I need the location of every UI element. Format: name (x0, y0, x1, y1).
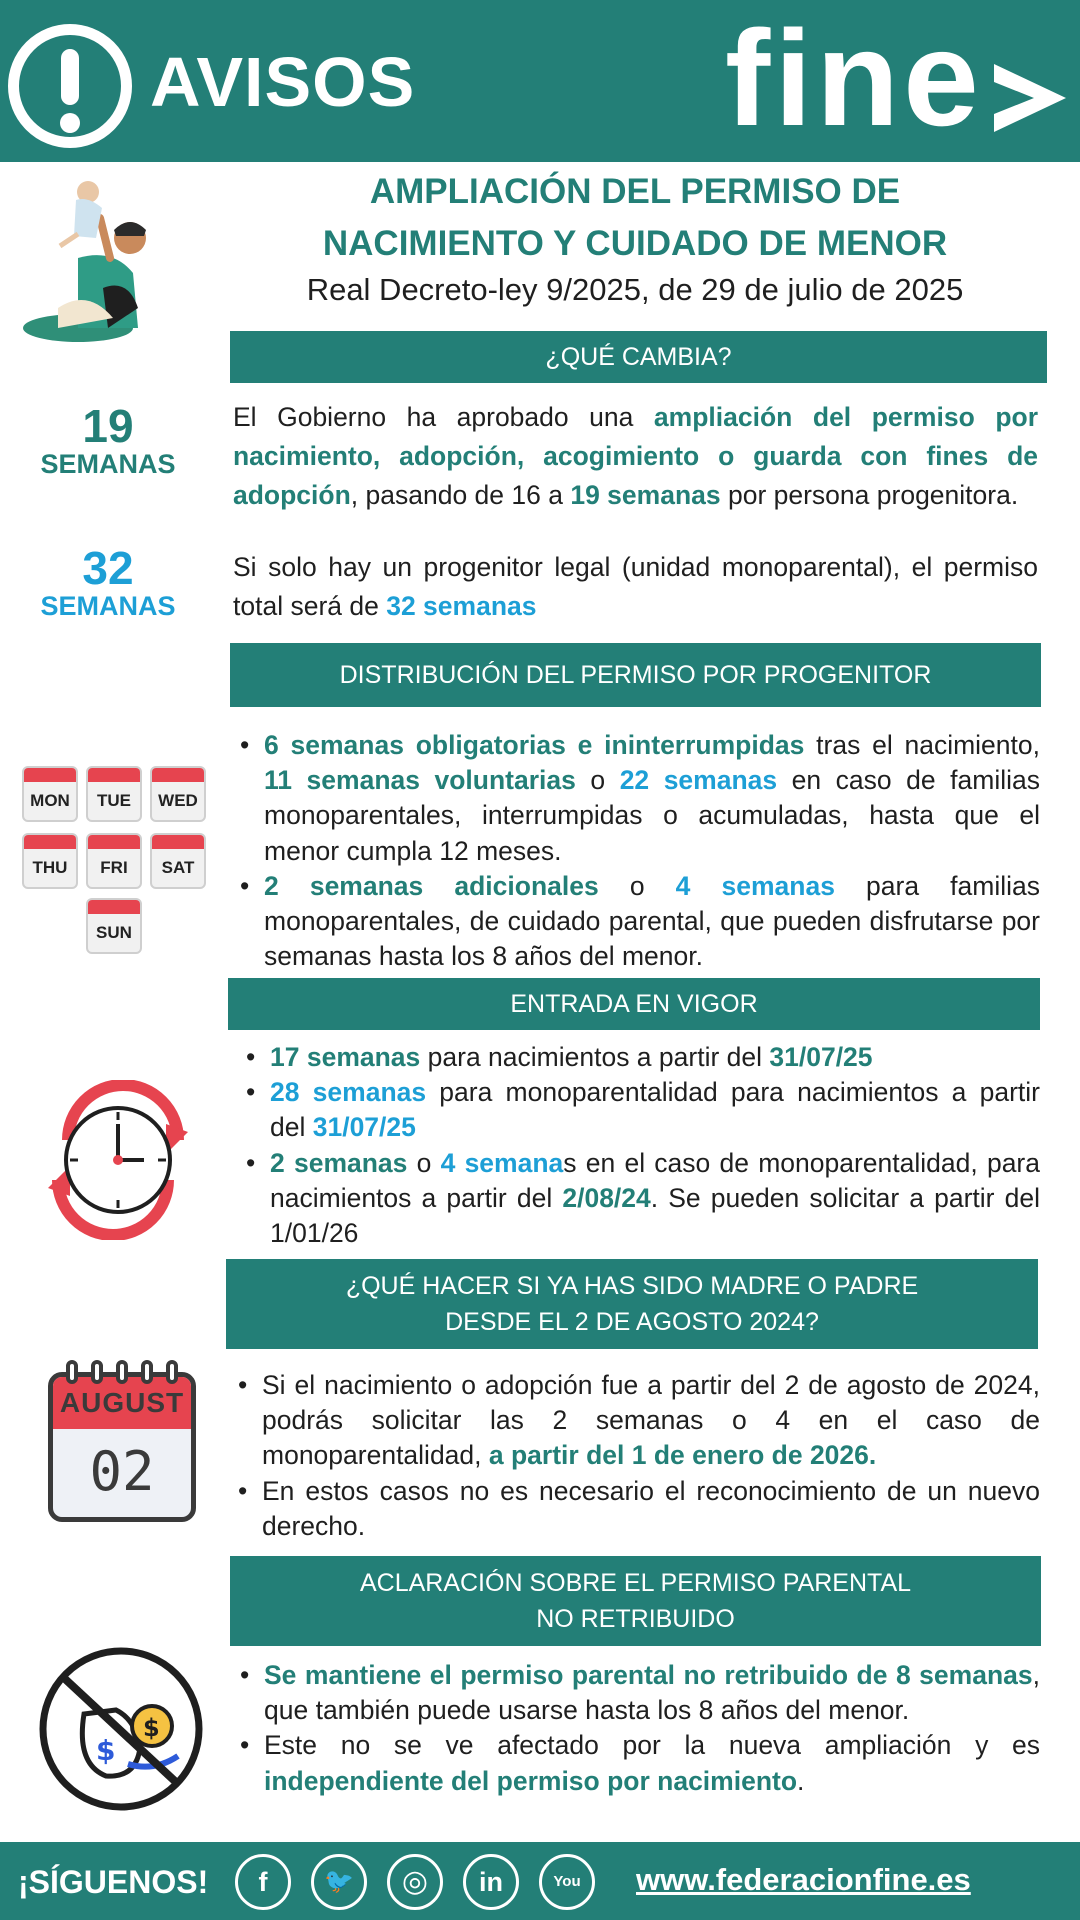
list-item (234, 869, 1040, 975)
entrada-list (240, 1040, 1040, 1251)
highlight: 2/08/24 (562, 1182, 651, 1213)
august-calendar-icon (48, 1372, 196, 1522)
calendar-day-number: 02 (89, 1440, 155, 1503)
list-item (240, 1075, 1040, 1145)
footer-bar (0, 1842, 1080, 1920)
calendar-day-icon (86, 766, 142, 822)
highlight: 2 semanas adicionales (264, 870, 599, 901)
main-title-line1: AMPLIACIÓN DEL PERMISO DE (369, 172, 901, 211)
heading-text: ¿QUÉ CAMBIA? (545, 342, 732, 371)
calendar-month: AUGUST (53, 1377, 191, 1429)
section-heading-que-cambia (230, 331, 1047, 383)
text: Si solo hay un progenitor legal (unidad monoparental), el permiso total será de (233, 552, 1038, 621)
main-title-line2: NACIMIENTO Y CUIDADO DE MENOR (322, 224, 948, 263)
list-item (234, 1728, 1040, 1798)
heading-text: DISTRIBUCIÓN DEL PERMISO POR PROGENITOR (339, 660, 932, 689)
text: por persona progenitora. (720, 479, 1019, 510)
text: , que también puede usarse hasta los 8 años del menor. (264, 1660, 1040, 1726)
day-label: MON (30, 791, 70, 810)
calendar-day-icon (150, 833, 206, 889)
list-item (240, 1146, 1040, 1252)
calendar-day-icon (86, 833, 142, 889)
svg-text:$: $ (96, 1734, 116, 1767)
stat-unit: SEMANAS (40, 449, 176, 480)
highlight: 4 semanas (675, 870, 835, 901)
glyph: ◎ (401, 1865, 429, 1898)
svg-text:$: $ (143, 1714, 160, 1742)
facebook-icon[interactable] (235, 1854, 291, 1910)
youtube-icon[interactable] (539, 1854, 595, 1910)
header-banner (0, 0, 1080, 162)
day-label: TUE (97, 791, 131, 810)
brand-arrow-icon (990, 58, 1070, 138)
day-label: SAT (161, 858, 195, 877)
day-label: FRI (100, 858, 128, 877)
highlight: 32 semanas (386, 590, 537, 621)
parent-baby-illustration (18, 178, 168, 348)
highlight: 19 semanas (570, 479, 721, 510)
instagram-icon[interactable] (387, 1854, 443, 1910)
calendar-day-icon (22, 833, 78, 889)
highlight: independiente del permiso por nacimiento (264, 1765, 798, 1796)
text: Si el nacimiento o adopción fue a partir del 2 de agosto de 2024, podrás solicitar las 2 semanas o 4 en el caso de monoparentalidad, (262, 1370, 1040, 1471)
text: o (598, 870, 676, 901)
stat-19-semanas (18, 402, 198, 479)
heading-line: DESDE EL 2 DE AGOSTO 2024? (445, 1308, 819, 1336)
highlight: 4 semana (440, 1147, 564, 1178)
decree-subtitle: Real Decreto-ley 9/2025, de 29 de julio de 2025 (306, 272, 964, 307)
heading-text: ENTRADA EN VIGOR (510, 989, 758, 1018)
stat-unit: SEMANAS (40, 591, 176, 622)
calendar-day-icon (22, 766, 78, 822)
glyph: in (479, 1867, 503, 1897)
section-heading-distribucion (230, 643, 1041, 707)
highlight: a partir del 1 de enero de 2026. (488, 1440, 877, 1471)
day-label: SUN (96, 923, 132, 942)
day-label: WED (158, 791, 198, 810)
text: . Se pueden solicitar a partir del 1/01/26 (270, 1182, 1040, 1249)
text: s en el caso de monoparentalidad, para nacimientos a partir del (270, 1147, 1040, 1213)
aclaracion-list (234, 1658, 1040, 1799)
text: para nacimientos a partir del (420, 1042, 770, 1072)
distribucion-list (234, 728, 1040, 975)
follow-us-label: ¡SÍGUENOS! (18, 1864, 209, 1900)
highlight: 31/07/25 (769, 1042, 873, 1072)
list-item (234, 1658, 1040, 1728)
text: tras el nacimiento, (804, 730, 1041, 760)
calendar-day-icon (86, 898, 142, 954)
text: En estos casos no es necesario el reconocimiento de un nuevo derecho. (262, 1475, 1040, 1541)
no-money-icon (36, 1644, 206, 1814)
highlight: Se mantiene el permiso parental no retribuido de 8 semanas (264, 1660, 1033, 1690)
heading-line: ¿QUÉ HACER SI YA HAS SIDO MADRE O PADRE (345, 1271, 919, 1300)
highlight: ampliación del permiso por nacimiento, adopción, acogimiento o guarda con fines de adopción (233, 402, 1039, 510)
text: o (575, 765, 620, 796)
linkedin-icon[interactable] (463, 1854, 519, 1910)
day-label: THU (32, 858, 68, 877)
twitter-icon[interactable] (311, 1854, 367, 1910)
que-cambia-paragraph-2 (233, 548, 1038, 626)
text: . (797, 1765, 805, 1796)
highlight: 6 semanas obligatorias e ininterrumpidas (264, 730, 805, 760)
text: El Gobierno ha aprobado una (233, 402, 654, 432)
highlight: 28 semanas (270, 1077, 427, 1108)
highlight: 31/07/25 (312, 1112, 416, 1143)
list-item (232, 1368, 1040, 1474)
que-hacer-list (232, 1368, 1040, 1544)
heading-line: ACLARACIÓN SOBRE EL PERMISO PARENTAL (359, 1568, 912, 1597)
highlight: 11 semanas voluntarias (264, 765, 576, 796)
header-title: AVISOS (150, 43, 416, 121)
list-item (232, 1474, 1040, 1544)
calendar-rings (66, 1360, 178, 1384)
section-heading-que-hacer (226, 1259, 1038, 1349)
website-link[interactable]: www.federacionfine.es (636, 1862, 971, 1897)
glyph: You (553, 1873, 581, 1890)
clock-refresh-icon (38, 1080, 198, 1240)
text: , pasando de 16 a (350, 479, 571, 510)
text: Este no se ve afectado por la nueva ampliación y es (264, 1730, 1040, 1761)
list-item (240, 1040, 1040, 1075)
brand-logo: fine (725, 2, 983, 154)
heading-line: NO RETRIBUIDO (536, 1605, 735, 1633)
stat-32-semanas (18, 544, 198, 621)
stat-number: 32 (82, 542, 134, 594)
text: para familias monoparentales, de cuidado parental, que pueden disfrutarse por semanas hasta los 8 años del menor. (264, 870, 1040, 972)
glyph: 🐦 (324, 1868, 354, 1895)
highlight: 2 semanas (270, 1147, 408, 1178)
glyph: f (258, 1867, 268, 1897)
highlight: 22 semanas (619, 765, 778, 796)
alert-icon (8, 24, 132, 148)
text: o (407, 1147, 441, 1178)
que-cambia-paragraph-1 (233, 398, 1038, 515)
section-heading-aclaracion (230, 1556, 1041, 1646)
text: para monoparentalidad para nacimientos a partir del (270, 1077, 1040, 1143)
section-heading-entrada-en-vigor (228, 978, 1040, 1030)
text: en caso de familias monoparentales, interrumpidas o acumuladas, hasta que el menor cumpla 12 meses. (264, 765, 1040, 866)
stat-number: 19 (82, 400, 134, 452)
list-item (234, 728, 1040, 869)
highlight: 17 semanas (270, 1042, 421, 1072)
calendar-day-icon (150, 766, 206, 822)
